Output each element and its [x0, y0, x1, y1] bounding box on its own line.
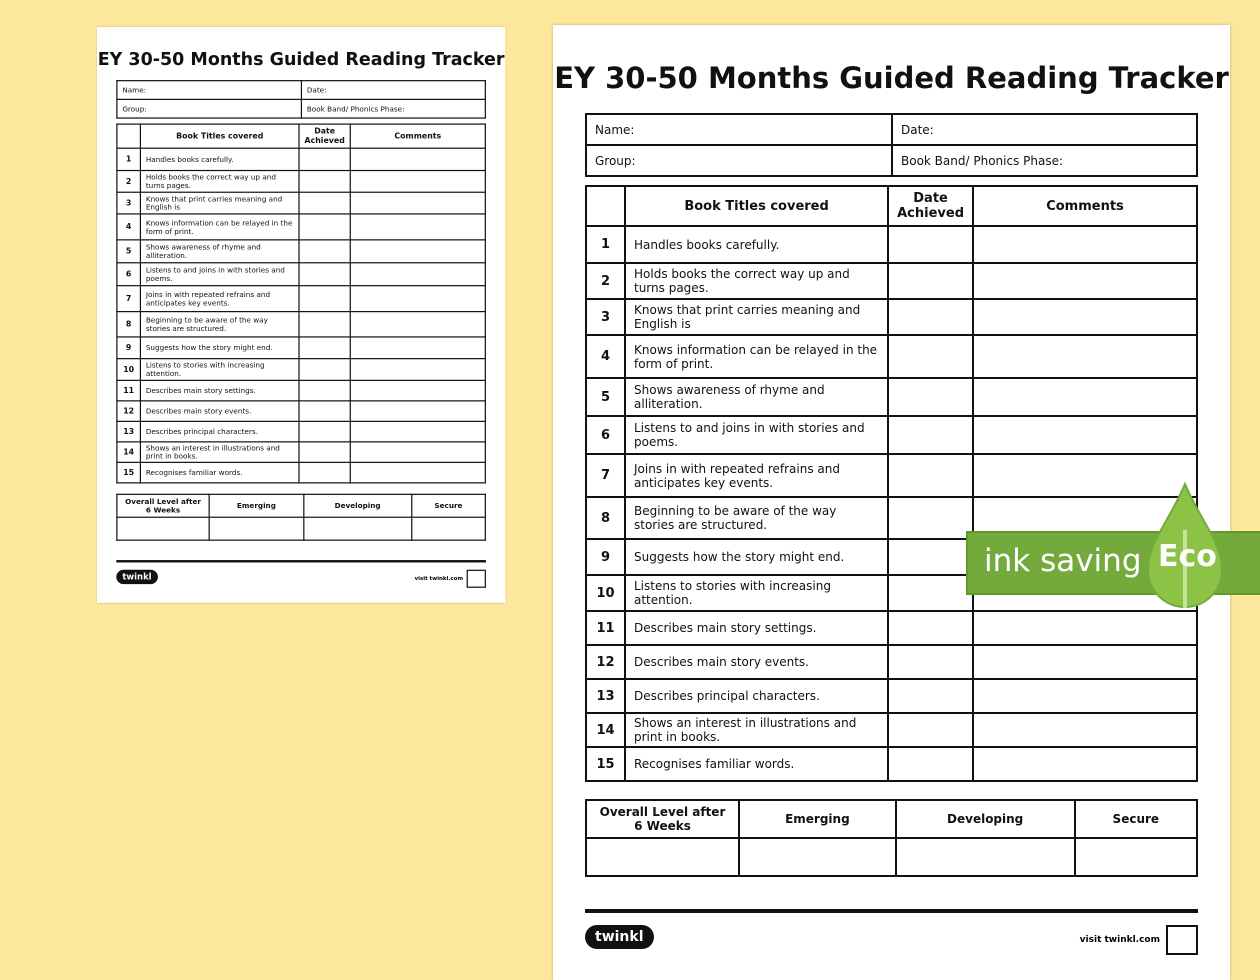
col-comments: Comments	[973, 186, 1197, 226]
book-band-field: Book Band/ Phonics Phase:	[301, 99, 485, 118]
table-row	[117, 442, 485, 463]
date-cell	[299, 214, 350, 240]
secure-label: Secure	[1075, 800, 1197, 838]
quality-badge-icon	[1166, 925, 1198, 955]
table-row	[586, 713, 1197, 747]
skill-description: Describes main story events.	[625, 645, 888, 679]
info-table	[116, 80, 486, 119]
name-field: Name:	[117, 81, 302, 100]
col-book-titles: Book Titles covered	[625, 186, 888, 226]
row-number: 9	[117, 337, 141, 359]
date-cell	[299, 263, 350, 286]
row-number: 2	[586, 263, 625, 299]
ink-saving-label: ink saving	[984, 543, 1142, 579]
summary-cell	[209, 517, 304, 540]
summary-cell	[304, 517, 412, 540]
comments-cell	[973, 713, 1197, 747]
summary-cell	[586, 838, 739, 876]
comments-cell	[973, 226, 1197, 263]
worksheet-preview-large	[553, 25, 1230, 980]
row-number: 11	[117, 380, 141, 401]
skill-description: Listens to stories with increasing attention.	[625, 575, 888, 611]
row-number: 6	[117, 263, 141, 286]
developing-label: Developing	[896, 800, 1075, 838]
comments-cell	[350, 421, 485, 442]
table-row	[586, 747, 1197, 781]
date-cell	[888, 645, 973, 679]
worksheet-title: EY 30-50 Months Guided Reading Tracker	[97, 48, 505, 70]
comments-cell	[973, 679, 1197, 713]
skill-description: Beginning to be aware of the way stories are structured.	[625, 497, 888, 539]
col-number	[586, 186, 625, 226]
row-number: 10	[586, 575, 625, 611]
table-row	[117, 286, 485, 312]
skill-description: Shows awareness of rhyme and alliteration.	[140, 240, 299, 263]
skill-description: Listens to and joins in with stories and poems.	[140, 263, 299, 286]
skill-description: Suggests how the story might end.	[140, 337, 299, 359]
comments-cell	[350, 263, 485, 286]
comments-cell	[973, 747, 1197, 781]
table-row	[586, 263, 1197, 299]
visit-link: visit twinkl.com	[1079, 935, 1160, 945]
row-number: 4	[117, 214, 141, 240]
skill-description: Beginning to be aware of the way stories are structured.	[140, 312, 299, 337]
date-cell	[299, 337, 350, 359]
table-row	[117, 312, 485, 337]
skill-description: Knows that print carries meaning and English is	[140, 192, 299, 214]
row-number: 3	[117, 192, 141, 214]
table-row	[117, 421, 485, 442]
comments-cell	[350, 442, 485, 463]
emerging-label: Emerging	[739, 800, 896, 838]
skill-description: Holds books the correct way up and turns pages.	[625, 263, 888, 299]
skill-description: Listens to stories with increasing attention.	[140, 359, 299, 381]
book-band-field: Book Band/ Phonics Phase:	[892, 145, 1197, 176]
overall-level-label: Overall Level after 6 Weeks	[117, 494, 209, 517]
date-cell	[888, 539, 973, 575]
date-cell	[299, 421, 350, 442]
developing-label: Developing	[304, 494, 412, 517]
skill-description: Describes principal characters.	[625, 679, 888, 713]
skill-description: Holds books the correct way up and turns pages.	[140, 171, 299, 193]
skill-description: Describes main story events.	[140, 401, 299, 422]
comments-cell	[350, 401, 485, 422]
visit-link: visit twinkl.com	[414, 575, 464, 582]
summary-cell	[117, 517, 209, 540]
date-cell	[888, 335, 973, 378]
row-number: 14	[586, 713, 625, 747]
row-number: 8	[586, 497, 625, 539]
comments-cell	[350, 337, 485, 359]
quality-badge-icon	[467, 570, 486, 588]
group-field: Group:	[117, 99, 302, 118]
comments-cell	[350, 214, 485, 240]
date-field: Date:	[301, 81, 485, 100]
skill-description: Shows awareness of rhyme and alliteration.	[625, 378, 888, 416]
date-cell	[299, 286, 350, 312]
skill-description: Handles books carefully.	[140, 148, 299, 170]
date-cell	[888, 454, 973, 497]
table-row	[117, 380, 485, 401]
skill-description: Recognises familiar words.	[625, 747, 888, 781]
table-row	[117, 359, 485, 381]
comments-cell	[350, 192, 485, 214]
date-cell	[888, 299, 973, 335]
row-number: 11	[586, 611, 625, 645]
comments-cell	[973, 335, 1197, 378]
table-row	[586, 679, 1197, 713]
skill-description: Knows information can be relayed in the form of print.	[625, 335, 888, 378]
table-row	[117, 401, 485, 422]
table-row	[117, 263, 485, 286]
secure-label: Secure	[412, 494, 486, 517]
row-number: 12	[586, 645, 625, 679]
comments-cell	[350, 240, 485, 263]
date-cell	[299, 312, 350, 337]
comments-cell	[350, 380, 485, 401]
date-cell	[888, 575, 973, 611]
skill-description: Suggests how the story might end.	[625, 539, 888, 575]
row-number: 13	[586, 679, 625, 713]
tracker-table	[585, 185, 1198, 782]
tracker-table	[116, 123, 486, 483]
table-row	[117, 214, 485, 240]
comments-cell	[973, 611, 1197, 645]
skill-description: Joins in with repeated refrains and anticipates key events.	[625, 454, 888, 497]
date-cell	[888, 611, 973, 645]
skill-description: Shows an interest in illustrations and print in books.	[140, 442, 299, 463]
date-cell	[299, 462, 350, 483]
date-cell	[299, 380, 350, 401]
name-field: Name:	[586, 114, 892, 145]
footer-divider	[585, 909, 1198, 913]
summary-cell	[739, 838, 896, 876]
comments-cell	[973, 645, 1197, 679]
footer-divider	[116, 560, 486, 562]
date-cell	[888, 378, 973, 416]
row-number: 6	[586, 416, 625, 454]
summary-table	[585, 799, 1198, 877]
date-cell	[299, 192, 350, 214]
col-number	[117, 124, 141, 148]
comments-cell	[350, 462, 485, 483]
date-cell	[888, 263, 973, 299]
date-cell	[888, 226, 973, 263]
col-book-titles: Book Titles covered	[140, 124, 299, 148]
table-row	[586, 226, 1197, 263]
summary-cell	[1075, 838, 1197, 876]
comments-cell	[350, 171, 485, 193]
emerging-label: Emerging	[209, 494, 304, 517]
row-number: 2	[117, 171, 141, 193]
comments-cell	[350, 148, 485, 170]
skill-description: Handles books carefully.	[625, 226, 888, 263]
group-field: Group:	[586, 145, 892, 176]
table-row	[586, 645, 1197, 679]
comments-cell	[973, 378, 1197, 416]
comments-cell	[973, 263, 1197, 299]
table-row	[586, 335, 1197, 378]
eco-label: Eco	[1158, 539, 1217, 574]
overall-level-label: Overall Level after 6 Weeks	[586, 800, 739, 838]
twinkl-logo: twinkl	[116, 570, 157, 584]
row-number: 14	[117, 442, 141, 463]
table-row	[586, 416, 1197, 454]
date-cell	[888, 713, 973, 747]
row-number: 1	[117, 148, 141, 170]
skill-description: Knows information can be relayed in the form of print.	[140, 214, 299, 240]
table-row	[586, 378, 1197, 416]
table-row	[586, 611, 1197, 645]
table-row	[586, 299, 1197, 335]
row-number: 5	[117, 240, 141, 263]
comments-cell	[973, 299, 1197, 335]
row-number: 13	[117, 421, 141, 442]
date-cell	[299, 148, 350, 170]
worksheet-preview-small	[97, 27, 505, 603]
table-row	[117, 192, 485, 214]
date-cell	[299, 442, 350, 463]
row-number: 8	[117, 312, 141, 337]
row-number: 4	[586, 335, 625, 378]
skill-description: Describes main story settings.	[625, 611, 888, 645]
col-date-achieved: Date Achieved	[888, 186, 973, 226]
comments-cell	[350, 312, 485, 337]
table-row	[117, 171, 485, 193]
row-number: 3	[586, 299, 625, 335]
date-cell	[299, 401, 350, 422]
skill-description: Shows an interest in illustrations and print in books.	[625, 713, 888, 747]
date-cell	[299, 240, 350, 263]
date-cell	[888, 416, 973, 454]
twinkl-logo: twinkl	[585, 925, 654, 949]
table-row	[117, 240, 485, 263]
table-row	[117, 148, 485, 170]
row-number: 7	[117, 286, 141, 312]
comments-cell	[350, 286, 485, 312]
row-number: 1	[586, 226, 625, 263]
col-comments: Comments	[350, 124, 485, 148]
row-number: 15	[586, 747, 625, 781]
row-number: 15	[117, 462, 141, 483]
comments-cell	[350, 359, 485, 381]
date-field: Date:	[892, 114, 1197, 145]
date-cell	[888, 679, 973, 713]
col-date-achieved: Date Achieved	[299, 124, 350, 148]
row-number: 12	[117, 401, 141, 422]
summary-table	[116, 494, 486, 541]
skill-description: Describes main story settings.	[140, 380, 299, 401]
table-row	[117, 337, 485, 359]
row-number: 5	[586, 378, 625, 416]
skill-description: Knows that print carries meaning and English is	[625, 299, 888, 335]
summary-cell	[896, 838, 1075, 876]
worksheet-title: EY 30-50 Months Guided Reading Tracker	[554, 61, 1229, 95]
eco-leaf-icon	[1146, 482, 1224, 612]
date-cell	[888, 747, 973, 781]
table-row	[117, 462, 485, 483]
comments-cell	[973, 416, 1197, 454]
row-number: 7	[586, 454, 625, 497]
skill-description: Describes principal characters.	[140, 421, 299, 442]
info-table	[585, 113, 1198, 177]
date-cell	[299, 359, 350, 381]
skill-description: Recognises familiar words.	[140, 462, 299, 483]
summary-cell	[412, 517, 486, 540]
row-number: 10	[117, 359, 141, 381]
date-cell	[299, 171, 350, 193]
table-row	[586, 454, 1197, 497]
skill-description: Listens to and joins in with stories and poems.	[625, 416, 888, 454]
date-cell	[888, 497, 973, 539]
skill-description: Joins in with repeated refrains and anticipates key events.	[140, 286, 299, 312]
row-number: 9	[586, 539, 625, 575]
